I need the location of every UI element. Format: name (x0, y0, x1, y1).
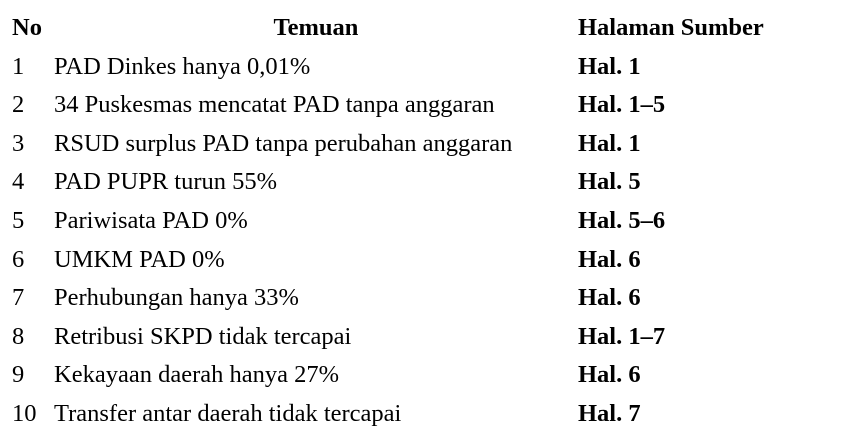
table-header-row (12, 9, 838, 48)
column-header-temuan: Temuan (273, 14, 359, 42)
table-row (12, 279, 838, 318)
table-row (12, 318, 838, 357)
row-number: 7 (12, 284, 25, 312)
table-row (12, 125, 838, 164)
source-page: Hal. 6 (578, 245, 641, 273)
source-page: Hal. 1–7 (578, 322, 666, 350)
row-number: 4 (12, 168, 25, 196)
row-number: 3 (12, 129, 25, 157)
finding-text: PAD PUPR turun 55% (54, 168, 278, 196)
finding-text: Perhubungan hanya 33% (54, 284, 299, 312)
column-header-halaman-sumber: Halaman Sumber (578, 14, 764, 42)
table-row (12, 48, 838, 87)
source-page: Hal. 6 (578, 361, 641, 389)
row-number: 9 (12, 361, 25, 389)
finding-text: PAD Dinkes hanya 0,01% (54, 52, 311, 80)
source-page: Hal. 1–5 (578, 91, 666, 119)
findings-table (12, 9, 838, 434)
column-header-no: No (12, 14, 42, 42)
source-page: Hal. 5 (578, 168, 641, 196)
finding-text: Transfer antar daerah tidak tercapai (54, 399, 402, 427)
source-page: Hal. 5–6 (578, 207, 666, 235)
table-row (12, 241, 838, 280)
source-page: Hal. 7 (578, 399, 641, 427)
finding-text: 34 Puskesmas mencatat PAD tanpa anggaran (54, 91, 495, 119)
row-number: 5 (12, 207, 25, 235)
finding-text: RSUD surplus PAD tanpa perubahan anggaran (54, 129, 513, 157)
finding-text: Kekayaan daerah hanya 27% (54, 361, 340, 389)
source-page: Hal. 1 (578, 52, 641, 80)
source-page: Hal. 1 (578, 129, 641, 157)
row-number: 8 (12, 322, 25, 350)
finding-text: Pariwisata PAD 0% (54, 207, 248, 235)
table-row (12, 202, 838, 241)
table-row (12, 163, 838, 202)
table-row (12, 86, 838, 125)
row-number: 10 (12, 399, 37, 427)
finding-text: UMKM PAD 0% (54, 245, 225, 273)
row-number: 6 (12, 245, 25, 273)
table-row (12, 395, 838, 434)
row-number: 2 (12, 91, 25, 119)
table-row (12, 356, 838, 395)
finding-text: Retribusi SKPD tidak tercapai (54, 322, 352, 350)
row-number: 1 (12, 52, 25, 80)
source-page: Hal. 6 (578, 284, 641, 312)
